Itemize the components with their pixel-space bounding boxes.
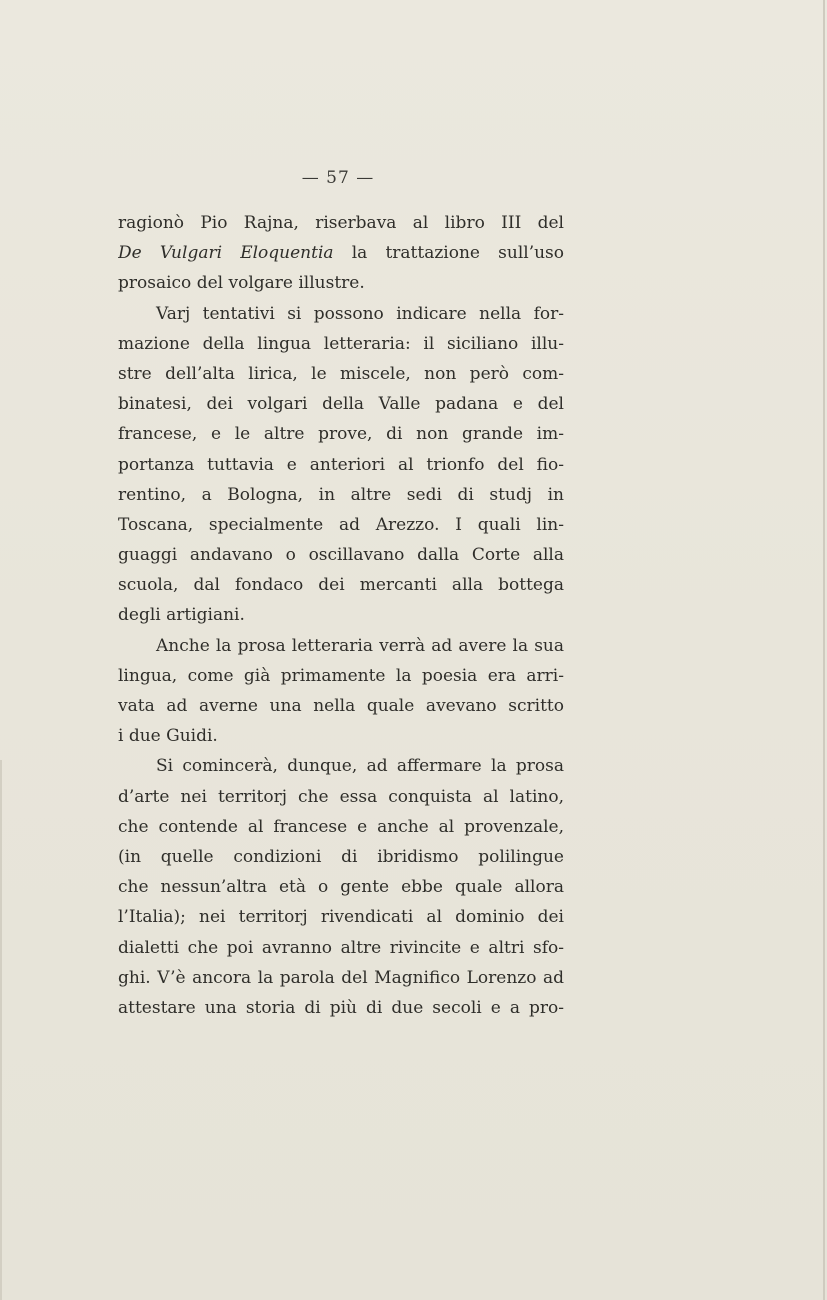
text-line: stre dell’alta lirica, le miscele, non però com- [118, 363, 564, 384]
text-line: ghi. V’è ancora la parola del Magnifico Lorenzo ad [118, 967, 564, 988]
text-line: degli artigiani. [118, 605, 245, 626]
text-line: Si comincerà, dunque, ad affermare la prosa [156, 756, 564, 777]
text-line: guaggi andavano o oscillavano dalla Corte alla [118, 545, 564, 566]
text-line: Anche la prosa letteraria verrà ad avere la sua [156, 635, 564, 656]
text-line: prosaico del volgare illustre. [118, 273, 365, 294]
page-edge-left [0, 760, 2, 1300]
italic-title: De Vulgari Eloquentia [118, 243, 334, 264]
body-text [118, 208, 564, 1023]
text-line: rentino, a Bologna, in altre sedi di studj in [118, 484, 564, 505]
text-line: dialetti che poi avranno altre rivincite e altri sfo- [118, 937, 564, 958]
text-line: mazione della lingua letteraria: il siciliano illu- [118, 333, 564, 354]
text-line: francese, e le altre prove, di non grande im- [118, 424, 564, 445]
text-line: l’Italia); nei territorj rivendicati al dominio dei [118, 907, 564, 928]
text-line: lingua, come già primamente la poesia era arri- [118, 665, 564, 686]
text-line: binatesi, dei volgari della Valle padana e del [118, 394, 564, 415]
text-line: scuola, dal fondaco dei mercanti alla bottega [118, 575, 564, 596]
text-line: Varj tentativi si possono indicare nella for- [156, 303, 564, 324]
text-line: che nessun’altra età o gente ebbe quale allora [118, 877, 564, 898]
text-line: che contende al francese e anche al provenzale, [118, 816, 564, 837]
text-line [118, 238, 564, 268]
page-edge-right [823, 0, 825, 1300]
text-line: portanza tuttavia e anteriori al trionfo del fio- [118, 454, 564, 475]
text-span: la trattazione sull’uso [333, 243, 564, 264]
text-line: (in quelle condizioni di ibridismo polilingue [118, 846, 564, 867]
text-line: ragionò Pio Rajna, riserbava al libro III del [118, 213, 564, 233]
text-line: vata ad averne una nella quale avevano scritto [118, 696, 564, 716]
text-line: d’arte nei territorj che essa conquista al latino, [118, 786, 564, 807]
text-line: Toscana, specialmente ad Arezzo. I quali lin- [118, 514, 564, 535]
text-line: attestare una storia di più di due secoli e a pro- [118, 997, 564, 1018]
page-number: — 57 — [301, 168, 375, 188]
text-line: i due Guidi. [118, 726, 218, 747]
